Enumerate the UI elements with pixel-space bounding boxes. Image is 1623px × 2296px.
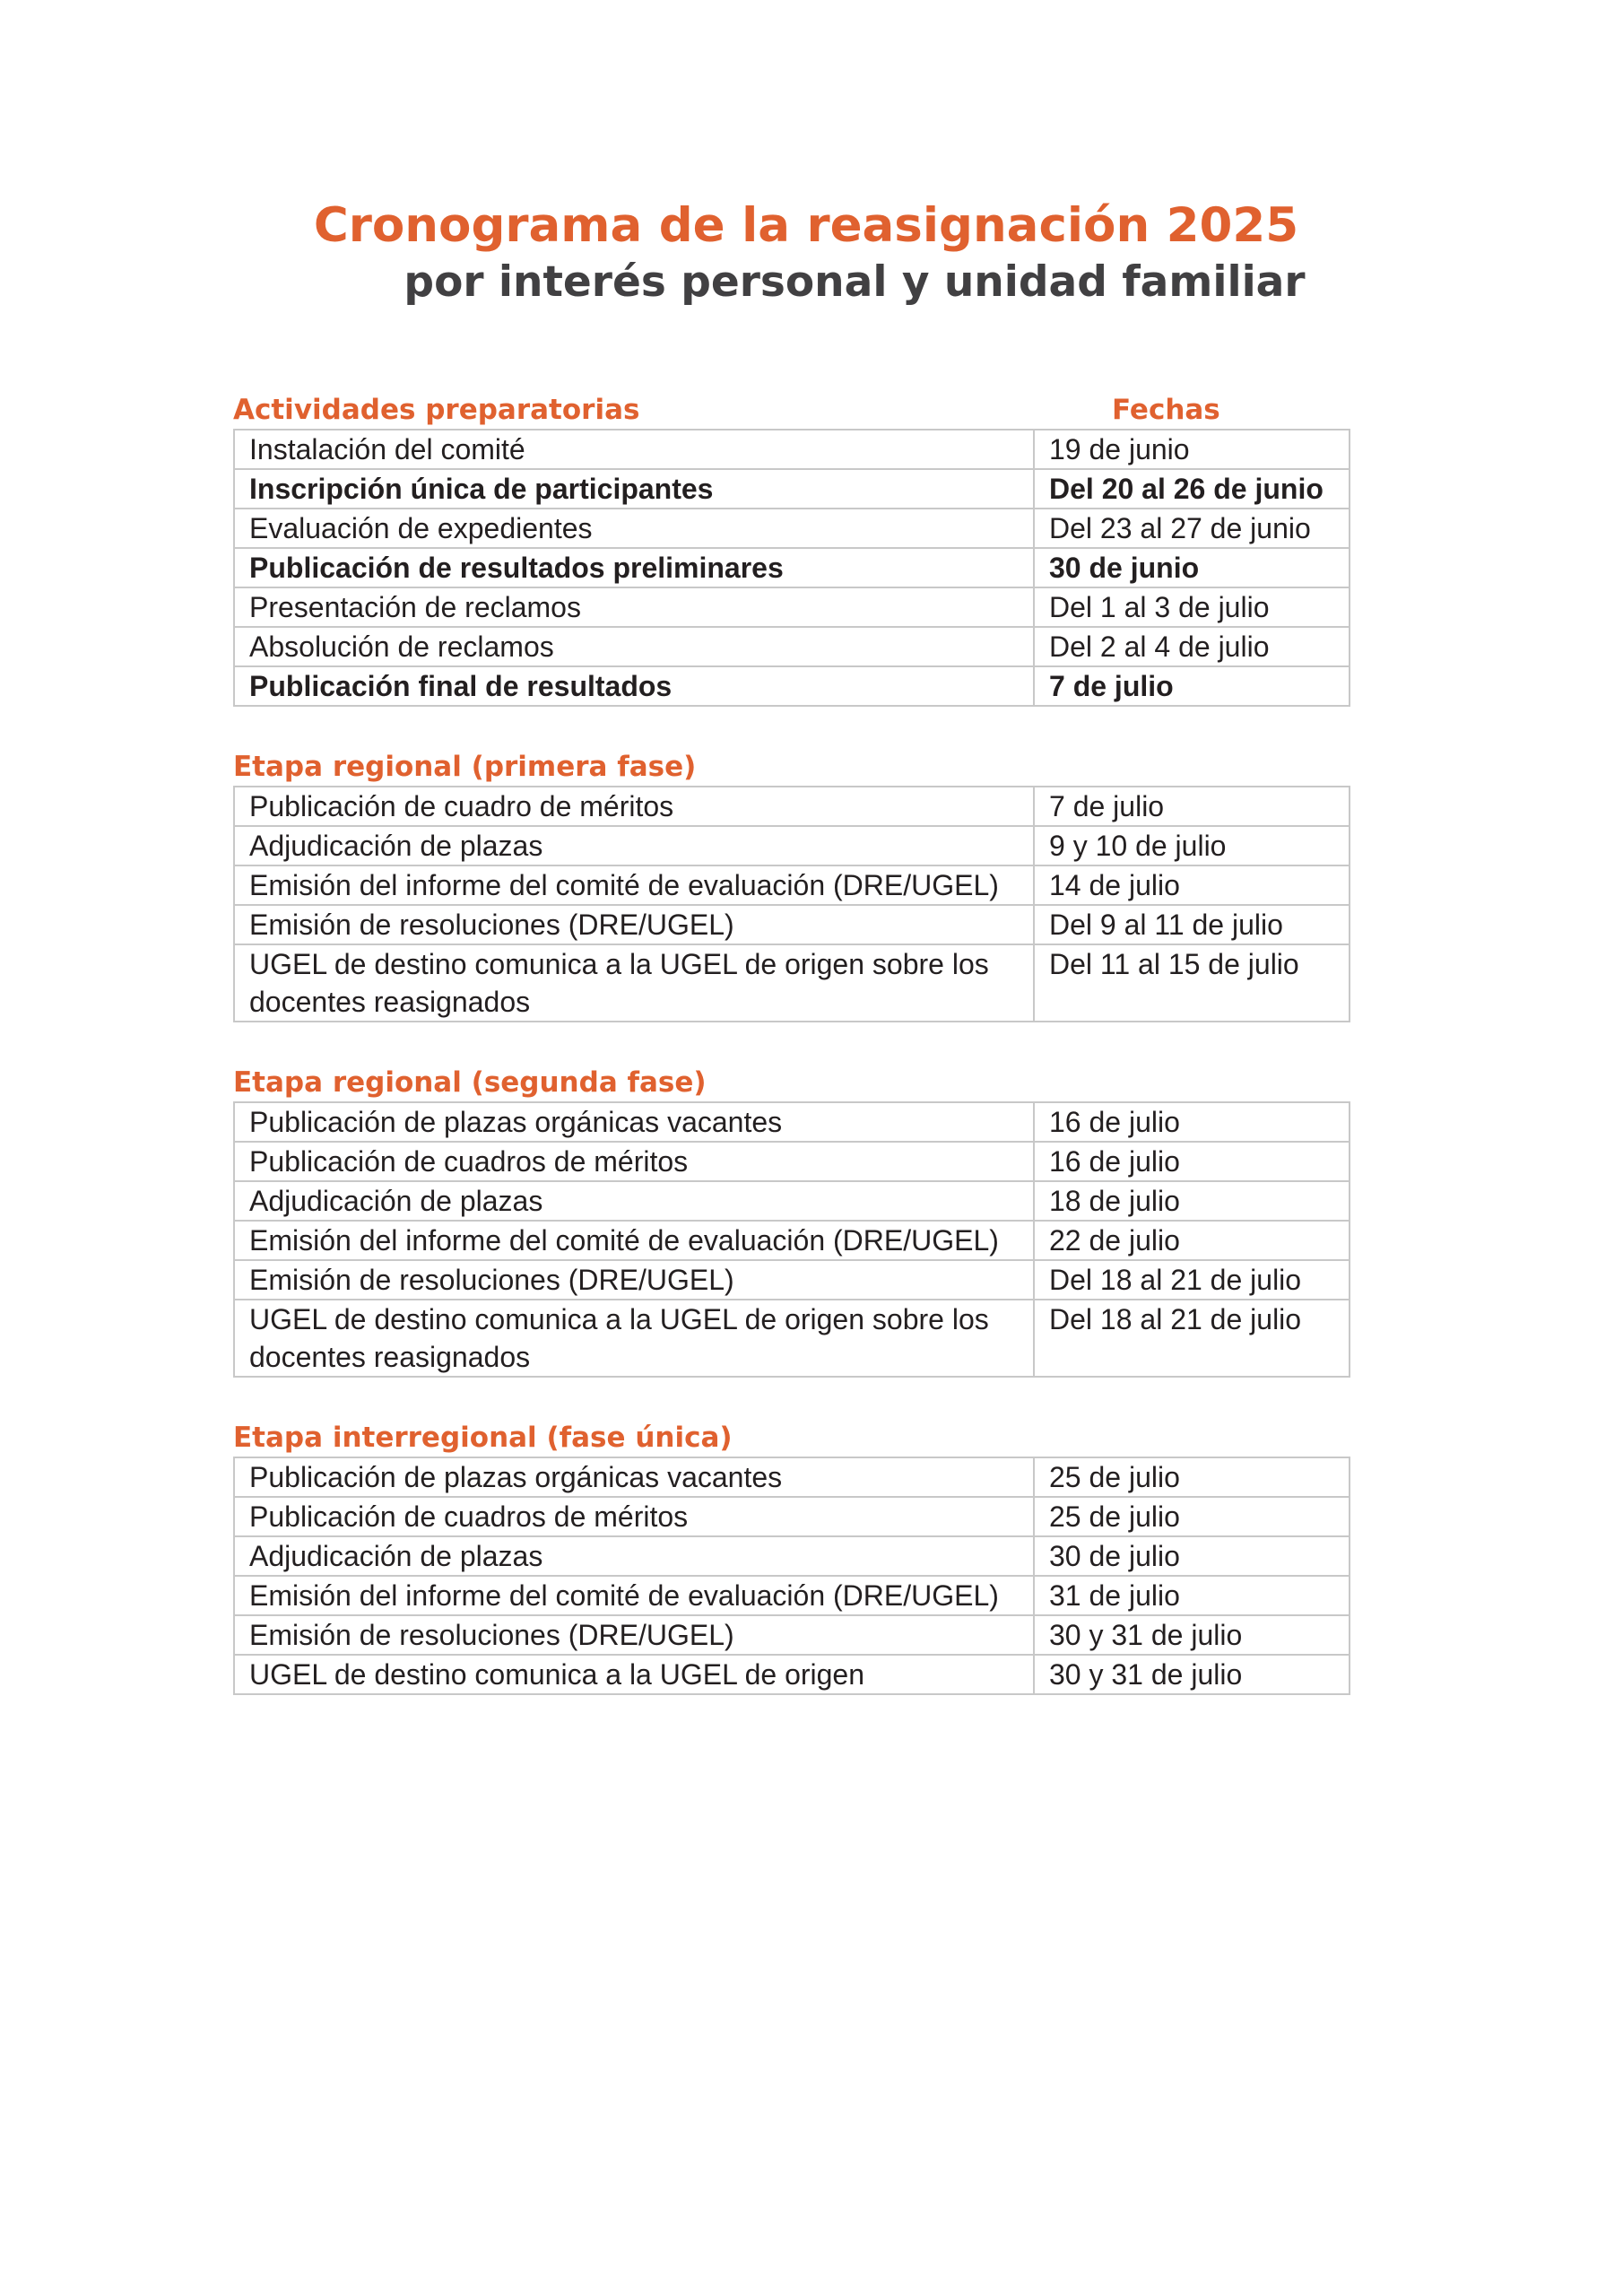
- activity-cell: Publicación final de resultados: [234, 666, 1034, 706]
- activity-cell: Adjudicación de plazas: [234, 826, 1034, 865]
- activity-cell: Publicación de plazas orgánicas vacantes: [234, 1102, 1034, 1142]
- table-row: [234, 1497, 1350, 1536]
- activity-cell: Publicación de plazas orgánicas vacantes: [234, 1457, 1034, 1497]
- date-cell: 25 de julio: [1034, 1497, 1350, 1536]
- date-cell: 25 de julio: [1034, 1457, 1350, 1497]
- schedule-table: [233, 786, 1350, 1022]
- date-cell: Del 2 al 4 de julio: [1034, 627, 1350, 666]
- table-row: [234, 469, 1350, 509]
- date-cell: Del 23 al 27 de junio: [1034, 509, 1350, 548]
- table-row: [234, 1260, 1350, 1300]
- section-header: [233, 1064, 1345, 1101]
- date-cell: 30 y 31 de julio: [1034, 1615, 1350, 1655]
- table-row: [234, 587, 1350, 627]
- activity-cell: Publicación de cuadro de méritos: [234, 787, 1034, 826]
- table-row: [234, 944, 1350, 1022]
- activity-cell: Emisión del informe del comité de evaluación (DRE/UGEL): [234, 1576, 1034, 1615]
- page-title: Cronograma de la reasignación 2025: [313, 198, 1299, 253]
- table-row: [234, 548, 1350, 587]
- table-row: [234, 666, 1350, 706]
- section-header: [233, 391, 1345, 429]
- date-cell: 16 de julio: [1034, 1102, 1350, 1142]
- table-row: [234, 1655, 1350, 1694]
- table-row: [234, 905, 1350, 944]
- table-row: [234, 509, 1350, 548]
- section-etapa-interregional-fase-unica: [233, 1419, 1345, 1695]
- activity-cell: UGEL de destino comunica a la UGEL de origen: [234, 1655, 1034, 1694]
- table-row: [234, 627, 1350, 666]
- table-row: [234, 1300, 1350, 1377]
- section-etapa-regional-primera-fase: [233, 748, 1345, 1022]
- date-cell: Del 18 al 21 de julio: [1034, 1300, 1350, 1377]
- date-cell: 9 y 10 de julio: [1034, 826, 1350, 865]
- schedule-table: [233, 1457, 1350, 1695]
- date-cell: 14 de julio: [1034, 865, 1350, 905]
- date-cell: Del 18 al 21 de julio: [1034, 1260, 1350, 1300]
- date-cell: 22 de julio: [1034, 1221, 1350, 1260]
- date-cell: 30 y 31 de julio: [1034, 1655, 1350, 1694]
- section-title: Etapa regional (primera fase): [233, 751, 697, 783]
- table-row: [234, 430, 1350, 469]
- table-row: [234, 1457, 1350, 1497]
- section-header: [233, 748, 1345, 786]
- activity-cell: Emisión de resoluciones (DRE/UGEL): [234, 905, 1034, 944]
- section-title: Etapa interregional (fase única): [233, 1422, 733, 1454]
- date-cell: Del 9 al 11 de julio: [1034, 905, 1350, 944]
- table-row: [234, 1221, 1350, 1260]
- table-row: [234, 1181, 1350, 1221]
- table-row: [234, 826, 1350, 865]
- date-cell: Del 20 al 26 de junio: [1034, 469, 1350, 509]
- activity-cell: Instalación del comité: [234, 430, 1034, 469]
- date-cell: 30 de junio: [1034, 548, 1350, 587]
- schedule-table: [233, 429, 1350, 707]
- activity-cell: Emisión de resoluciones (DRE/UGEL): [234, 1615, 1034, 1655]
- table-row: [234, 1615, 1350, 1655]
- page-subtitle: por interés personal y unidad familiar: [404, 257, 1306, 307]
- activity-cell: Emisión de resoluciones (DRE/UGEL): [234, 1260, 1034, 1300]
- activity-cell: Adjudicación de plazas: [234, 1181, 1034, 1221]
- activity-cell: Publicación de cuadros de méritos: [234, 1497, 1034, 1536]
- activity-cell: Publicación de resultados preliminares: [234, 548, 1034, 587]
- schedule-table: [233, 1101, 1350, 1378]
- section-title: Actividades preparatorias: [233, 394, 640, 426]
- section-actividades-preparatorias: [233, 391, 1345, 707]
- table-row: [234, 1102, 1350, 1142]
- date-cell: Del 1 al 3 de julio: [1034, 587, 1350, 627]
- date-cell: 30 de julio: [1034, 1536, 1350, 1576]
- activity-cell: Evaluación de expedientes: [234, 509, 1034, 548]
- date-cell: 18 de julio: [1034, 1181, 1350, 1221]
- activity-cell: Publicación de cuadros de méritos: [234, 1142, 1034, 1181]
- table-row: [234, 865, 1350, 905]
- activity-cell: Absolución de reclamos: [234, 627, 1034, 666]
- date-cell: 7 de julio: [1034, 787, 1350, 826]
- dates-column-label: Fechas: [1112, 394, 1220, 426]
- section-etapa-regional-segunda-fase: [233, 1064, 1345, 1378]
- date-cell: 16 de julio: [1034, 1142, 1350, 1181]
- activity-cell: Emisión del informe del comité de evaluación (DRE/UGEL): [234, 865, 1034, 905]
- date-cell: 7 de julio: [1034, 666, 1350, 706]
- section-title: Etapa regional (segunda fase): [233, 1066, 707, 1099]
- activity-cell: UGEL de destino comunica a la UGEL de origen sobre los docentes reasignados: [234, 1300, 1034, 1377]
- table-row: [234, 1142, 1350, 1181]
- table-row: [234, 787, 1350, 826]
- activity-cell: Adjudicación de plazas: [234, 1536, 1034, 1576]
- date-cell: 19 de junio: [1034, 430, 1350, 469]
- section-header: [233, 1419, 1345, 1457]
- table-row: [234, 1576, 1350, 1615]
- activity-cell: Presentación de reclamos: [234, 587, 1034, 627]
- table-row: [234, 1536, 1350, 1576]
- activity-cell: UGEL de destino comunica a la UGEL de origen sobre los docentes reasignados: [234, 944, 1034, 1022]
- activity-cell: Emisión del informe del comité de evaluación (DRE/UGEL): [234, 1221, 1034, 1260]
- date-cell: Del 11 al 15 de julio: [1034, 944, 1350, 1022]
- date-cell: 31 de julio: [1034, 1576, 1350, 1615]
- activity-cell: Inscripción única de participantes: [234, 469, 1034, 509]
